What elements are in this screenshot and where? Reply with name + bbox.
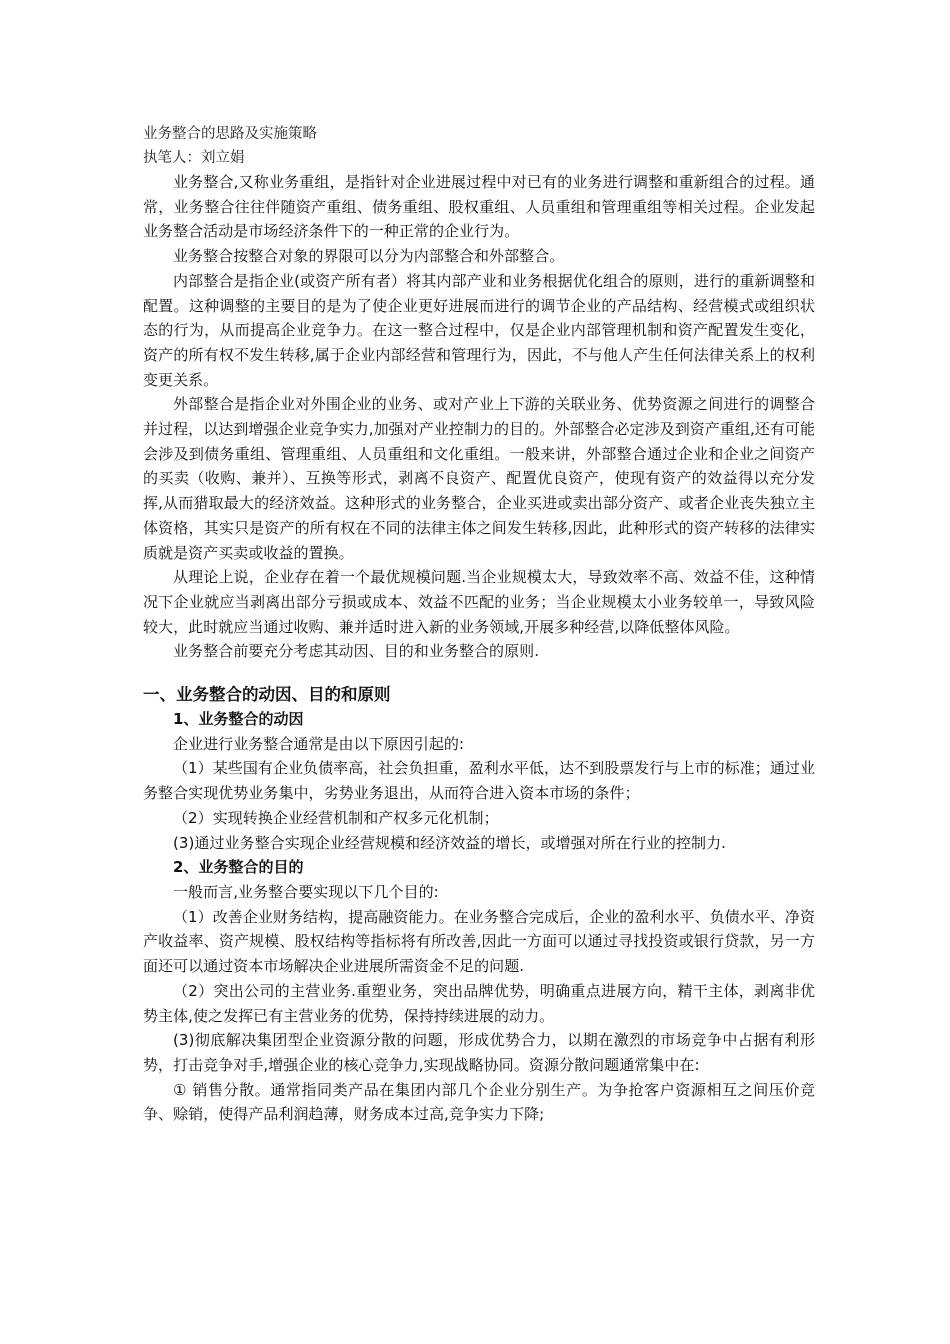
section-heading: 一、业务整合的动因、目的和原则: [143, 685, 391, 705]
document-author: 执笔人：刘立娟: [143, 150, 245, 166]
paragraph-classification: 业务整合按整合对象的界限可以分为内部整合和外部整合。: [173, 247, 565, 266]
document-title: 业务整合的思路及实施策略: [143, 126, 317, 142]
purposes-intro: 一般而言,业务整合要实现以下几个目的:: [173, 882, 439, 901]
purposes-item: （1）改善企业财务结构，提高融资能力。在业务整合完成后，企业的盈利水平、负债水平、净资产收益率、资产规模、股权结构等指标将有所改善,因此一方面可以通过寻找投资或银行贷款，另一方面还可以通过资本市场解决企业进展所需资金不足的问题.: [143, 907, 815, 976]
paragraph-definition: 业务整合,又称业务重组，是指针对企业进展过程中对已有的业务进行调整和重新组合的过程。通常，业务整合往往伴随资产重组、债务重组、股权重组、人员重组和管理重组等相关过程。企业发起业务整合活动是市场经济条件下的一种正常的企业行为。: [143, 173, 815, 241]
purposes-item: （2）突出公司的主营业务.重塑业务，突出品牌优势，明确重点进展方向，精干主体，剥离非优势主体,使之发挥已有主营业务的优势，保持持续进展的动力。: [143, 981, 815, 1025]
paragraph-optimal-scale: 从理论上说，企业存在着一个最优规模问题.当企业规模太大，导致效率不高、效益不佳，这种情况下企业就应当剥离出部分亏损或成本、效益不匹配的业务；当企业规模太小业务较单一，导致风险较大，此时就应当通过收购、兼并适时进入新的业务领域,开展多种经营,以降低整体风险。: [143, 568, 815, 636]
motives-item: （1）某些国有企业负债率高，社会负担重，盈利水平低，达不到股票发行与上市的标准；通过业务整合实现优势业务集中，劣势业务退出，从而符合进入资本市场的条件；: [143, 759, 815, 803]
motives-item: (3)通过业务整合实现企业经营规模和经济效益的增长，或增强对所在行业的控制力.: [173, 833, 726, 852]
section-gap: [143, 664, 815, 682]
motives-item: （2）实现转换企业经营机制和产权多元化机制；: [173, 808, 499, 827]
purposes-item: ① 销售分散。通常指同类产品在集团内部几个企业分别生产。为争抢客户资源相互之间压价竞争、赊销，使得产品利润趋薄，财务成本过高,竞争实力下降;: [143, 1080, 815, 1124]
purposes-item: (3)彻底解决集团型企业资源分散的问题，形成优势合力，以期在激烈的市场竞争中占据有利形势，打击竞争对手,增强企业的核心竞争力,实现战略协同。资源分散问题通常集中在:: [143, 1031, 815, 1074]
subsection-heading-motives: 1、业务整合的动因: [173, 710, 304, 729]
paragraph-external-integration: 外部整合是指企业对外围企业的业务、或对产业上下游的关联业务、优势资源之间进行的调整合并过程，以达到增强企业竞争实力,加强对产业控制力的目的。外部整合必定涉及到资产重组,还有可能会涉及到债务重组、管理重组、人员重组和文化重组。一般来讲，外部整合通过企业和企业之间资产的买卖（收购、兼并）、互换等形式，剥离不良资产、配置优良资产，使现有资产的效益得以充分发挥,从而猎取最大的经济效益。这种形式的业务整合，企业买进或卖出部分资产、或者企业丧失独立主体资格，其实只是资产的所有权在不同的法律主体之间发生转移,因此，此种形式的资产转移的法律实质就是资产买卖或收益的置换。: [143, 395, 815, 562]
subsection-heading-purposes: 2、业务整合的目的: [173, 858, 304, 877]
document-body: [143, 122, 815, 1127]
paragraph-considerations: 业务整合前要充分考虑其动因、目的和业务整合的原则.: [173, 642, 540, 661]
motives-intro: 企业进行业务整合通常是由以下原因引起的:: [173, 734, 465, 753]
paragraph-internal-integration: 内部整合是指企业(或资产所有者）将其内部产业和业务根据优化组合的原则，进行的重新调整和配置。这种调整的主要目的是为了使企业更好进展而进行的调节企业的产品结构、经营模式或组织状态的行为，从而提高企业竞争力。在这一整合过程中，仅是企业内部管理机制和资产配置发生变化，资产的所有权不发生转移,属于企业内部经营和管理行为，因此，不与他人产生任何法律关系上的权利变更关系。: [143, 271, 815, 389]
